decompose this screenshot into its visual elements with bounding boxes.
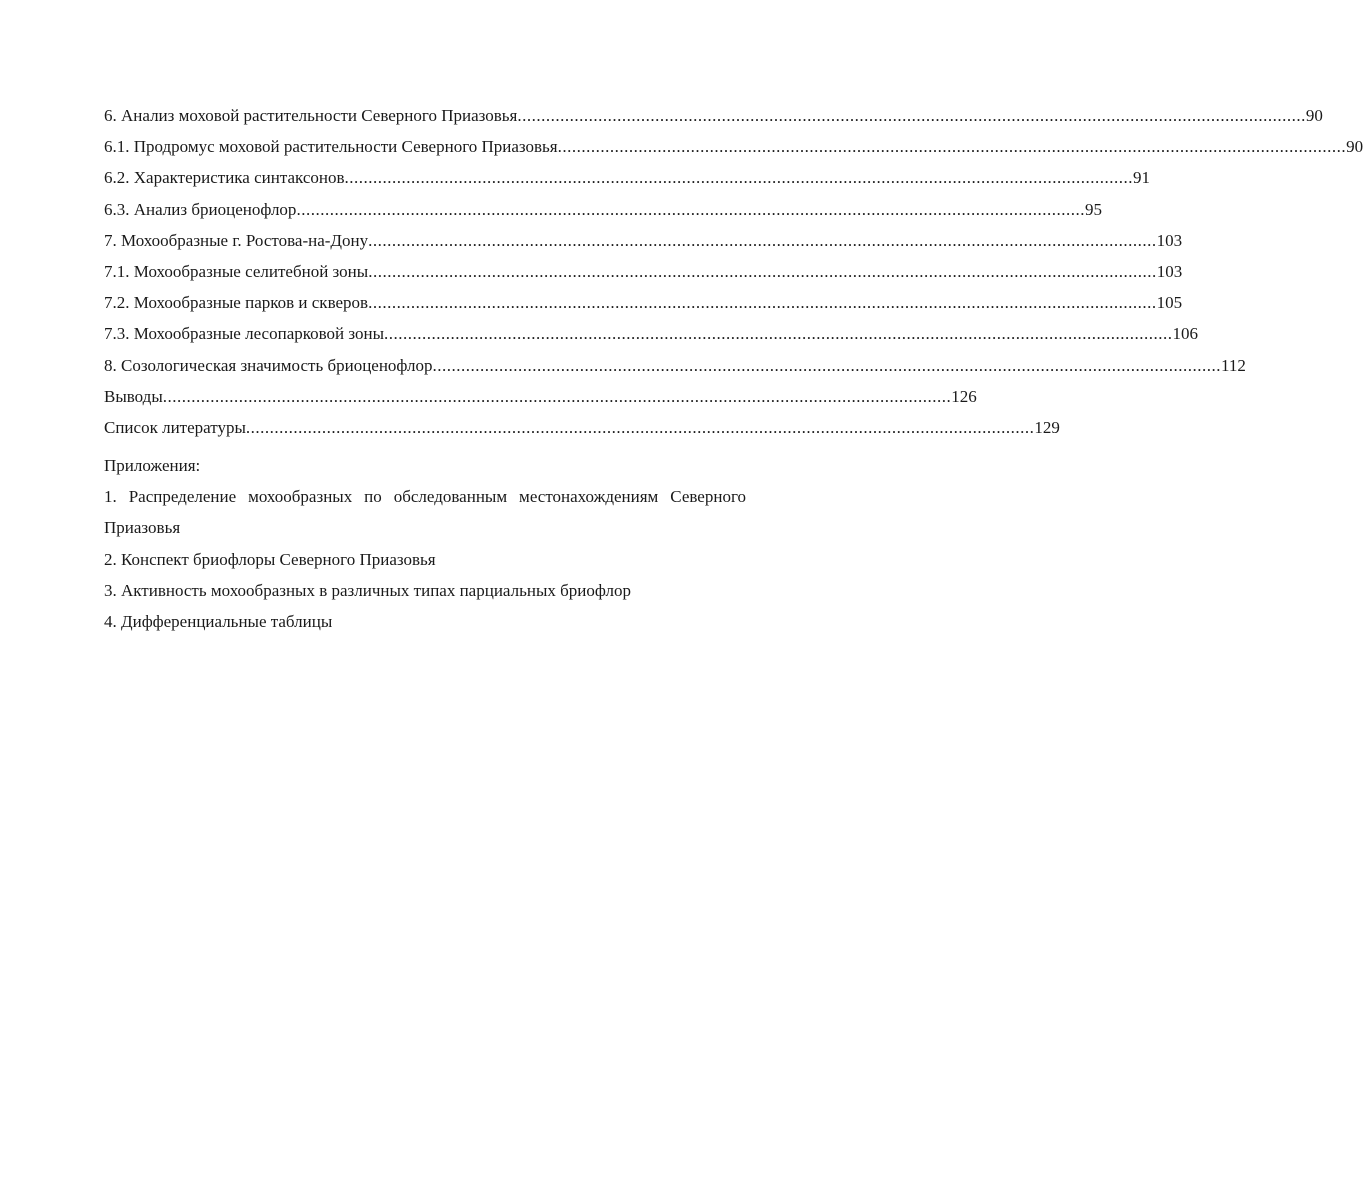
toc-leader-dots: ...................................................................................................................................................................... bbox=[384, 324, 1173, 344]
appendix-item-3: 3. Активность мохообразных в различных типах парциальных бриофлор bbox=[104, 580, 631, 600]
toc-entry-page: 106 bbox=[1172, 324, 1199, 344]
appendix-item-1-line-2: Приазовья bbox=[104, 518, 181, 538]
toc-entry bbox=[104, 256, 1183, 287]
toc-entry-page: 91 bbox=[1133, 168, 1151, 188]
toc-entry-title: 7.1. Мохообразные селитебной зоны bbox=[104, 261, 369, 281]
toc-entry-page: 112 bbox=[1221, 355, 1246, 375]
toc-entry-title: 6. Анализ моховой растительности Северного Приазовья bbox=[104, 106, 518, 125]
toc-entry-page: 90 bbox=[1346, 137, 1363, 157]
toc-leader-dots: ...................................................................................................................................................................... bbox=[344, 168, 1134, 188]
toc-entry bbox=[104, 162, 1151, 193]
toc-entry-title: 7. Мохообразные г. Ростова-на-Дону bbox=[104, 230, 369, 250]
toc-entry bbox=[104, 381, 977, 412]
toc-entry-title: 6.1. Продромус моховой растительности Северного Приазовья bbox=[104, 137, 558, 157]
toc-leader-dots: ...................................................................................................................................................................... bbox=[517, 106, 1306, 125]
toc-leader-dots: ...................................................................................................................................................................... bbox=[368, 293, 1157, 313]
toc-entry bbox=[104, 100, 1323, 131]
toc-entry-page: 126 bbox=[951, 386, 977, 406]
toc-entry-title: 8. Созологическая значимость бриоценофлор bbox=[104, 355, 433, 375]
toc-entry-page: 90 bbox=[1305, 106, 1323, 125]
toc-entry-title: Список литературы bbox=[104, 417, 246, 437]
toc-entry-page: 103 bbox=[1156, 230, 1183, 250]
toc-entry-title: Выводы bbox=[104, 386, 163, 406]
toc-leader-dots: ...................................................................................................................................................................... bbox=[557, 137, 1347, 157]
appendix-list bbox=[104, 450, 746, 637]
toc-leader-dots: ...................................................................................................................................................................... bbox=[368, 230, 1157, 250]
appendix-heading: Приложения: bbox=[104, 456, 201, 475]
table-of-contents bbox=[104, 100, 1363, 443]
toc-entry bbox=[104, 287, 1183, 318]
toc-entry-title: 6.3. Анализ бриоценофлор bbox=[104, 199, 297, 219]
toc-entry bbox=[104, 194, 1102, 225]
toc-leader-dots: ...................................................................................................................................................................... bbox=[368, 261, 1157, 281]
toc-entry bbox=[104, 131, 1363, 162]
appendix-item-4: 4. Дифференциальные таблицы bbox=[104, 612, 333, 632]
toc-leader-dots: ...................................................................................................................................................................... bbox=[162, 386, 952, 406]
toc-entry bbox=[104, 318, 1199, 349]
toc-entry-page: 103 bbox=[1156, 261, 1183, 281]
toc-entry-title: 7.3. Мохообразные лесопарковой зоны bbox=[104, 324, 385, 344]
toc-entry-title: 6.2. Характеристика синтаксонов bbox=[104, 168, 345, 188]
toc-leader-dots: ...................................................................................................................................................................... bbox=[432, 355, 1222, 375]
toc-entry-title: 7.2. Мохообразные парков и скверов bbox=[104, 293, 369, 313]
toc-entry-page: 105 bbox=[1156, 293, 1183, 313]
toc-entry-page: 129 bbox=[1034, 417, 1060, 437]
toc-entry bbox=[104, 412, 1060, 443]
appendix-item-1-line-1: 1. Распределение мохообразных по обследованным местонахождениям Северного bbox=[104, 487, 746, 507]
toc-entry bbox=[104, 225, 1183, 256]
appendix-item-2: 2. Конспект бриофлоры Северного Приазовья bbox=[104, 549, 436, 569]
toc-leader-dots: ...................................................................................................................................................................... bbox=[296, 199, 1085, 219]
toc-entry-page: 95 bbox=[1084, 199, 1102, 219]
toc-entry bbox=[104, 350, 1246, 381]
toc-leader-dots: ...................................................................................................................................................................... bbox=[245, 417, 1035, 437]
